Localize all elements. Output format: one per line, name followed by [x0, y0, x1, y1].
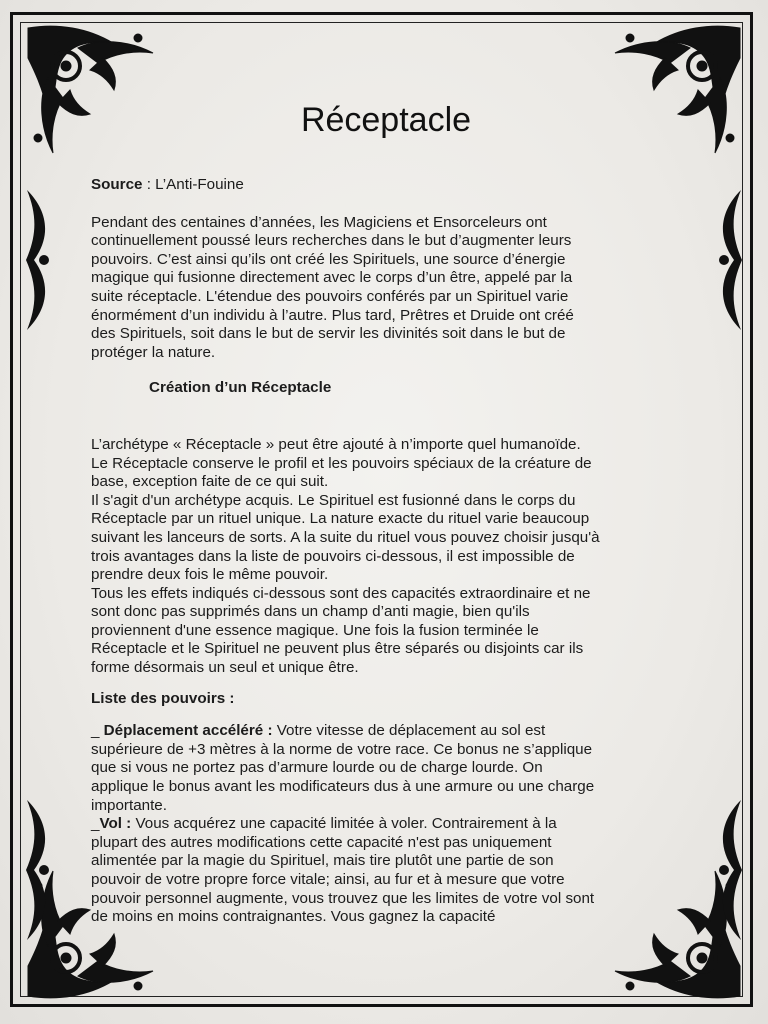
text-line: Pendant des centaines d’années, les Magiciens et Ensorceleurs ont: [91, 213, 547, 231]
text-line: Réceptacle par un rituel unique. La nature exacte du rituel varie beaucoup: [91, 510, 590, 528]
text-line: base, exception faite de ce qui suit.: [91, 473, 329, 491]
power-name: Déplacement accéléré :: [103, 722, 273, 740]
text-line: supérieure de +3 mètres à la norme de votre race. Ce bonus ne s’applique: [91, 740, 593, 758]
text-line: pouvoir de votre propre force vitale; ainsi, au fur et à mesure que votre: [91, 871, 565, 888]
text-line: Tous les effets indiqués ci-dessous sont des capacités extraordinaire et ne: [91, 584, 591, 602]
source-value: L’Anti-Fouine: [155, 176, 244, 193]
body-paragraph: [91, 436, 681, 678]
document-content: [91, 100, 681, 927]
power-prefix: _: [91, 722, 104, 740]
text-line: suite réceptacle. L'étendue des pouvoirs conférés par un Spirituel varie: [91, 287, 569, 305]
text-line: de moins en moins contraignantes. Vous gagnez la capacité: [91, 908, 496, 926]
source-line: [91, 176, 681, 195]
text-line: alimentée par la magie du Spirituel, mais tire plutôt une partie de son: [91, 852, 554, 870]
text-line: pouvoir personnel augmente, vous trouvez que les limites de votre vol sont: [91, 889, 595, 907]
power-item: [91, 722, 681, 815]
power-item: [91, 815, 681, 927]
text-line: énormément d’un individu à l’autre. Plus tard, Prêtres et Druide ont créé: [91, 306, 574, 324]
text-line: L’archétype « Réceptacle » peut être ajouté à n’importe quel humanoïde.: [91, 435, 581, 453]
intro-paragraph: [91, 214, 681, 363]
side-ornament-left-upper: [22, 190, 62, 330]
side-ornament-left-lower: [22, 800, 62, 940]
text-line: [91, 722, 681, 741]
text-line: proviennent d'une essence magique. Une fois la fusion terminée le: [91, 621, 539, 639]
text-line: Le Réceptacle conserve le profil et les pouvoirs spéciaux de la créature de: [91, 454, 592, 472]
text-line: continuellement poussé leurs recherches dans le but d’augmenter leurs: [91, 232, 572, 250]
side-ornament-right-upper: [706, 190, 746, 330]
text-line: forme désormais un seul et unique être.: [91, 659, 359, 677]
text-line: Il s'agit d'un archétype acquis. Le Spirituel est fusionné dans le corps du: [91, 491, 576, 509]
side-ornament-right-lower: [706, 800, 746, 940]
source-label: Source: [91, 176, 143, 193]
text-line: suivant les lanceurs de sorts. A la suite du rituel vous pouvez choisir jusqu'à: [91, 528, 600, 546]
section-heading: Création d’un Réceptacle: [149, 379, 332, 397]
power-description: Vous acquérez une capacité limitée à voler. Contrairement à la: [131, 815, 557, 833]
text-line: protéger la nature.: [91, 343, 216, 361]
text-line: pouvoirs. C’est ainsi qu’ils ont créé les Spirituels, une source d’énergie: [91, 250, 566, 268]
list-heading: Liste des pouvoirs :: [91, 689, 235, 707]
text-line: que si vous ne portez pas d’armure lourde ou de charge lourde. On: [91, 759, 543, 777]
source-separator: :: [142, 176, 156, 193]
text-line: Réceptacle et le Spirituel ne peuvent plus être séparés ou disjoints car ils: [91, 640, 584, 658]
power-prefix: _: [91, 815, 100, 833]
power-name: Vol :: [99, 815, 132, 833]
text-line: prendre deux fois le même pouvoir.: [91, 566, 329, 584]
text-line: sont donc pas supprimés dans un champ d’anti magie, bien qu'ils: [91, 603, 530, 621]
text-line: importante.: [91, 796, 167, 814]
text-line: trois avantages dans la liste de pouvoirs ci-dessous, il est impossible de: [91, 547, 575, 565]
text-line: applique le bonus avant les modificateurs dus à une armure ou une charge: [91, 778, 595, 796]
power-description: Votre vitesse de déplacement au sol est: [272, 722, 546, 740]
text-line: des Spirituels, soit dans le but de servir les divinités soit dans le but de: [91, 325, 566, 343]
text-line: plupart des autres modifications cette capacité n'est pas uniquement: [91, 833, 552, 851]
text-line: [91, 815, 681, 834]
page-title: Réceptacle: [300, 101, 472, 139]
text-line: magique qui fusionne directement avec le corps d’un être, appelé par la: [91, 269, 573, 287]
